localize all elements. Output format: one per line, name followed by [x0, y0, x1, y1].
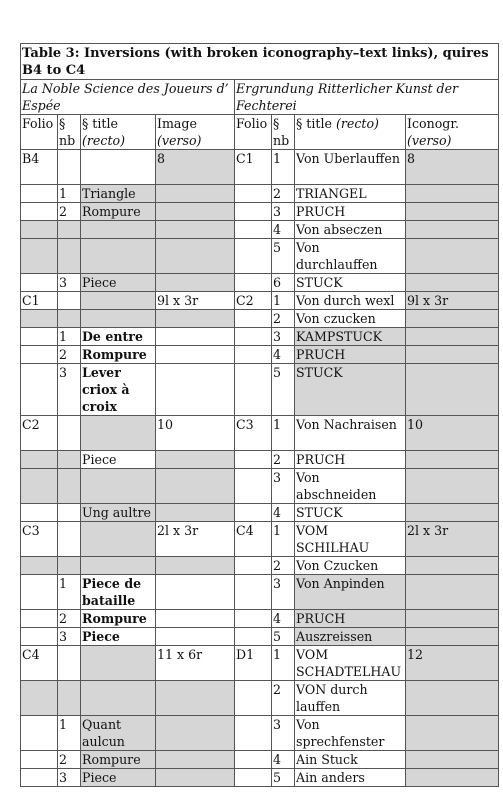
cell-folio-right: C1 [235, 150, 272, 185]
cell-iconography [406, 716, 499, 751]
cell-title-left: De entre [81, 328, 156, 346]
table-row [21, 751, 499, 769]
cell-title-right: VON durch lauffen [295, 681, 406, 716]
cell-nb-left: 3 [58, 628, 81, 646]
cell-iconography: 9l x 3r [406, 292, 499, 310]
cell-title-left [81, 150, 156, 185]
header-iconography [406, 115, 499, 150]
cell-title-right: Ain Stuck [295, 751, 406, 769]
table-row [21, 628, 499, 646]
header-title-right-label: § title [296, 116, 332, 131]
cell-image [156, 751, 235, 769]
cell-nb-left [58, 310, 81, 328]
header-folio-left: Folio [21, 115, 58, 150]
table-row [21, 292, 499, 310]
cell-iconography: 12 [406, 646, 499, 681]
cell-folio-right [235, 274, 272, 292]
cell-title-left [81, 646, 156, 681]
cell-iconography: 2l x 3r [406, 522, 499, 557]
cell-folio-right [235, 346, 272, 364]
cell-title-left [81, 239, 156, 274]
cell-iconography [406, 274, 499, 292]
cell-nb-right: 3 [272, 716, 295, 751]
cell-image [156, 203, 235, 221]
cell-title-right: STUCK [295, 364, 406, 416]
header-title-right [295, 115, 406, 150]
cell-folio-right [235, 681, 272, 716]
cell-iconography [406, 239, 499, 274]
cell-nb-left: 2 [58, 203, 81, 221]
table-row [21, 203, 499, 221]
cell-iconography: 10 [406, 416, 499, 451]
table-row [21, 416, 499, 451]
cell-folio-left: C4 [21, 646, 58, 681]
cell-image: 10 [156, 416, 235, 451]
cell-folio-left: C3 [21, 522, 58, 557]
cell-folio-left [21, 751, 58, 769]
cell-nb-left: 3 [58, 274, 81, 292]
cell-folio-right [235, 185, 272, 203]
cell-folio-left [21, 185, 58, 203]
cell-iconography [406, 681, 499, 716]
table-row [21, 346, 499, 364]
cell-title-right: Von abschneiden [295, 469, 406, 504]
header-nb-left: § nb [58, 115, 81, 150]
cell-iconography: 8 [406, 150, 499, 185]
cell-image [156, 346, 235, 364]
table-row [21, 557, 499, 575]
table-row [21, 310, 499, 328]
cell-title-right: PRUCH [295, 203, 406, 221]
header-iconography-note: (verso) [407, 133, 452, 148]
cell-title-left: Triangle [81, 185, 156, 203]
inversions-table [20, 43, 499, 787]
cell-image [156, 575, 235, 610]
cell-folio-left [21, 451, 58, 469]
cell-title-left: Piece [81, 628, 156, 646]
header-folio-right: Folio [235, 115, 272, 150]
cell-iconography [406, 203, 499, 221]
cell-title-right: Von durch wexl [295, 292, 406, 310]
cell-folio-left [21, 469, 58, 504]
table-row [21, 681, 499, 716]
cell-folio-left [21, 557, 58, 575]
cell-nb-right: 1 [272, 416, 295, 451]
cell-title-right: PRUCH [295, 610, 406, 628]
cell-nb-left [58, 646, 81, 681]
cell-iconography [406, 504, 499, 522]
cell-iconography [406, 328, 499, 346]
cell-folio-right [235, 769, 272, 787]
cell-folio-left [21, 221, 58, 239]
cell-title-right: Von sprechfenster [295, 716, 406, 751]
cell-title-right: STUCK [295, 504, 406, 522]
header-title-left-label: § title [82, 116, 118, 131]
cell-nb-right: 2 [272, 310, 295, 328]
cell-folio-right: C4 [235, 522, 272, 557]
cell-folio-left [21, 681, 58, 716]
cell-folio-right: D1 [235, 646, 272, 681]
cell-folio-right [235, 221, 272, 239]
cell-folio-left [21, 610, 58, 628]
table-row [21, 769, 499, 787]
cell-nb-right: 5 [272, 364, 295, 416]
cell-title-right: STUCK [295, 274, 406, 292]
cell-image [156, 274, 235, 292]
cell-nb-left: 2 [58, 751, 81, 769]
cell-iconography [406, 769, 499, 787]
cell-title-right: PRUCH [295, 346, 406, 364]
cell-title-right: Von czucken [295, 310, 406, 328]
cell-nb-right: 3 [272, 203, 295, 221]
cell-image [156, 185, 235, 203]
cell-folio-right [235, 610, 272, 628]
cell-folio-right: C3 [235, 416, 272, 451]
cell-image: 8 [156, 150, 235, 185]
table-row [21, 469, 499, 504]
cell-nb-left: 3 [58, 364, 81, 416]
cell-nb-right: 2 [272, 557, 295, 575]
cell-folio-left: C2 [21, 416, 58, 451]
cell-image [156, 310, 235, 328]
header-title-left-note: (recto) [82, 133, 125, 148]
cell-title-left [81, 681, 156, 716]
cell-folio-right [235, 557, 272, 575]
cell-title-right: TRIANGEL [295, 185, 406, 203]
cell-title-right: Von Nachraisen [295, 416, 406, 451]
cell-folio-right [235, 575, 272, 610]
table-row [21, 451, 499, 469]
cell-folio-left [21, 628, 58, 646]
cell-title-left [81, 416, 156, 451]
cell-image [156, 328, 235, 346]
cell-image [156, 681, 235, 716]
cell-folio-left [21, 716, 58, 751]
cell-nb-right: 2 [272, 185, 295, 203]
cell-folio-right [235, 239, 272, 274]
source-right-title: Ergrundung Ritterlicher Kunst der Fechterei [235, 80, 499, 115]
table-row [21, 716, 499, 751]
cell-nb-right: 2 [272, 451, 295, 469]
cell-iconography [406, 610, 499, 628]
header-iconography-label: Iconogr. [407, 116, 460, 131]
cell-folio-right [235, 451, 272, 469]
cell-folio-right [235, 328, 272, 346]
header-title-right-note: (recto) [335, 116, 379, 131]
cell-title-right: Auszreissen [295, 628, 406, 646]
cell-iconography [406, 575, 499, 610]
cell-iconography [406, 451, 499, 469]
cell-nb-right: 4 [272, 504, 295, 522]
cell-title-left [81, 310, 156, 328]
cell-image [156, 239, 235, 274]
cell-nb-left: 1 [58, 575, 81, 610]
cell-image [156, 469, 235, 504]
cell-nb-left [58, 557, 81, 575]
cell-folio-left [21, 310, 58, 328]
cell-folio-right: C2 [235, 292, 272, 310]
cell-title-left [81, 221, 156, 239]
cell-nb-right: 1 [272, 150, 295, 185]
cell-title-left: Lever criox à croix [81, 364, 156, 416]
cell-title-left: Rompure [81, 346, 156, 364]
cell-folio-left [21, 239, 58, 274]
cell-nb-left [58, 416, 81, 451]
cell-title-right: VOM SCHILHAU [295, 522, 406, 557]
cell-nb-left: 2 [58, 346, 81, 364]
cell-folio-left [21, 769, 58, 787]
cell-image: 11 x 6r [156, 646, 235, 681]
cell-title-right: KAMPSTUCK [295, 328, 406, 346]
cell-folio-left [21, 504, 58, 522]
source-left-title: La Noble Science des Joueurs d’ Espée [21, 80, 235, 115]
header-title-left [81, 115, 156, 150]
cell-title-left [81, 522, 156, 557]
cell-folio-left: C1 [21, 292, 58, 310]
cell-nb-left [58, 292, 81, 310]
cell-nb-right: 1 [272, 522, 295, 557]
cell-image [156, 364, 235, 416]
cell-nb-left [58, 239, 81, 274]
cell-nb-left [58, 150, 81, 185]
header-image [156, 115, 235, 150]
cell-iconography [406, 185, 499, 203]
table-row [21, 610, 499, 628]
cell-title-right: Von abseczen [295, 221, 406, 239]
cell-title-right: Von Anpinden [295, 575, 406, 610]
cell-title-left: Piece de bataille [81, 575, 156, 610]
cell-image: 2l x 3r [156, 522, 235, 557]
cell-nb-right: 1 [272, 292, 295, 310]
cell-nb-right: 5 [272, 239, 295, 274]
cell-folio-left [21, 575, 58, 610]
cell-nb-left: 1 [58, 716, 81, 751]
cell-nb-left [58, 221, 81, 239]
header-image-note: (verso) [157, 133, 202, 148]
cell-image [156, 504, 235, 522]
cell-folio-left: B4 [21, 150, 58, 185]
table-row [21, 504, 499, 522]
cell-folio-right [235, 310, 272, 328]
cell-image [156, 769, 235, 787]
cell-nb-right: 5 [272, 769, 295, 787]
cell-image [156, 451, 235, 469]
cell-nb-right: 4 [272, 751, 295, 769]
cell-title-left: Quant aulcun [81, 716, 156, 751]
cell-iconography [406, 221, 499, 239]
cell-nb-right: 4 [272, 221, 295, 239]
table-row [21, 150, 499, 185]
cell-title-left: Rompure [81, 610, 156, 628]
cell-nb-right: 4 [272, 610, 295, 628]
cell-title-left: Ung aultre [81, 504, 156, 522]
cell-title-left: Piece [81, 274, 156, 292]
cell-folio-left [21, 328, 58, 346]
cell-iconography [406, 557, 499, 575]
cell-image [156, 557, 235, 575]
cell-nb-right: 2 [272, 681, 295, 716]
cell-image [156, 221, 235, 239]
cell-nb-right: 5 [272, 628, 295, 646]
table-row [21, 575, 499, 610]
table-row [21, 328, 499, 346]
cell-title-right: VOM SCHADTELHAU [295, 646, 406, 681]
table-row [21, 522, 499, 557]
cell-iconography [406, 310, 499, 328]
cell-nb-left [58, 469, 81, 504]
cell-title-left [81, 469, 156, 504]
cell-title-right: Von Uberlauffen [295, 150, 406, 185]
cell-title-left: Piece [81, 769, 156, 787]
cell-title-right: Ain anders [295, 769, 406, 787]
cell-folio-left [21, 203, 58, 221]
cell-folio-right [235, 751, 272, 769]
cell-folio-right [235, 203, 272, 221]
table-row [21, 646, 499, 681]
cell-title-left: Rompure [81, 203, 156, 221]
cell-nb-left [58, 522, 81, 557]
table-row [21, 364, 499, 416]
cell-image [156, 628, 235, 646]
cell-folio-left [21, 364, 58, 416]
cell-nb-left: 2 [58, 610, 81, 628]
table-row [21, 221, 499, 239]
cell-title-left [81, 557, 156, 575]
cell-folio-left [21, 346, 58, 364]
cell-title-right: PRUCH [295, 451, 406, 469]
table-row [21, 274, 499, 292]
cell-image [156, 716, 235, 751]
cell-iconography [406, 346, 499, 364]
cell-nb-left: 1 [58, 185, 81, 203]
cell-folio-right [235, 364, 272, 416]
cell-nb-right: 4 [272, 346, 295, 364]
cell-folio-right [235, 628, 272, 646]
table-row [21, 239, 499, 274]
cell-folio-right [235, 469, 272, 504]
cell-image [156, 610, 235, 628]
cell-image: 9l x 3r [156, 292, 235, 310]
cell-title-left [81, 292, 156, 310]
cell-nb-right: 6 [272, 274, 295, 292]
cell-nb-left: 3 [58, 769, 81, 787]
cell-nb-left [58, 681, 81, 716]
cell-title-left: Piece [81, 451, 156, 469]
cell-iconography [406, 469, 499, 504]
cell-folio-left [21, 274, 58, 292]
cell-title-right: Von durchlauffen [295, 239, 406, 274]
cell-title-right: Von Czucken [295, 557, 406, 575]
header-image-label: Image [157, 116, 197, 131]
cell-title-left: Rompure [81, 751, 156, 769]
cell-nb-left: 1 [58, 328, 81, 346]
table-row [21, 185, 499, 203]
cell-nb-left [58, 451, 81, 469]
cell-iconography [406, 628, 499, 646]
cell-iconography [406, 751, 499, 769]
cell-iconography [406, 364, 499, 416]
cell-nb-left [58, 504, 81, 522]
table-caption: Table 3: Inversions (with broken iconography–text links), quires B4 to C4 [21, 44, 499, 80]
header-nb-right: § nb [272, 115, 295, 150]
cell-nb-right: 3 [272, 328, 295, 346]
cell-nb-right: 3 [272, 469, 295, 504]
header-row [21, 115, 499, 150]
cell-nb-right: 3 [272, 575, 295, 610]
cell-nb-right: 1 [272, 646, 295, 681]
cell-folio-right [235, 716, 272, 751]
cell-folio-right [235, 504, 272, 522]
